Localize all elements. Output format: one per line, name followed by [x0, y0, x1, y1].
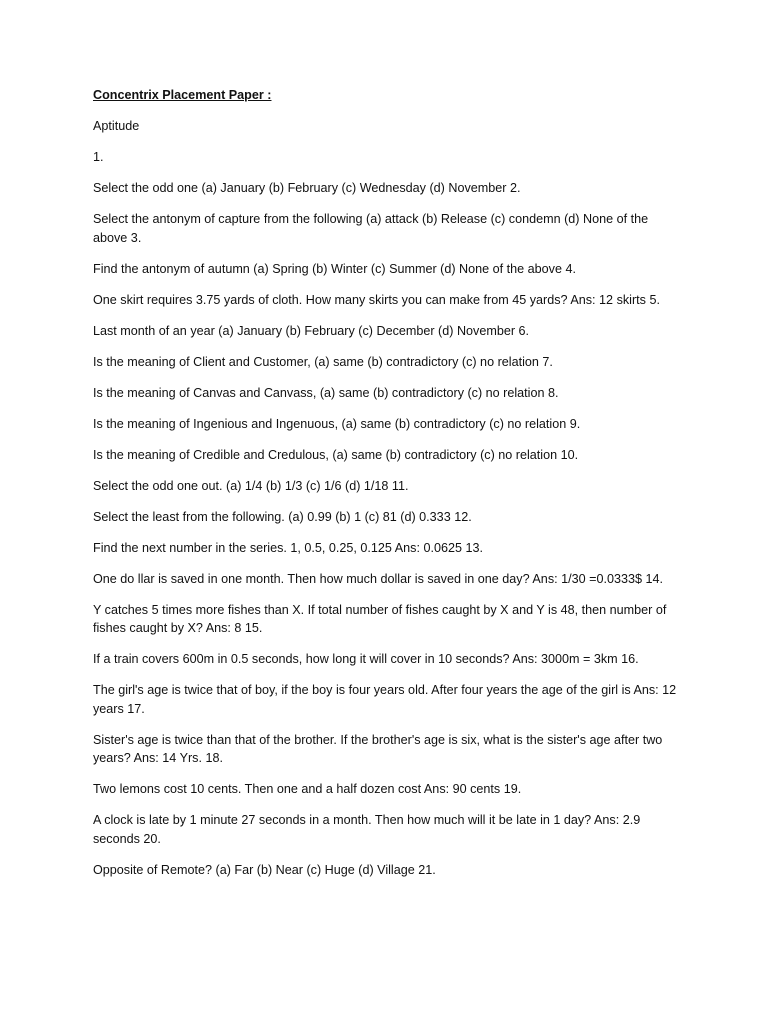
- document-body: [93, 86, 683, 892]
- question-paragraph: Find the next number in the series. 1, 0.5, 0.25, 0.125 Ans: 0.0625 13.: [93, 540, 483, 555]
- section-heading: Aptitude: [93, 119, 140, 133]
- question-paragraph: One skirt requires 3.75 yards of cloth. How many skirts you can make from 45 yards? Ans: 12 skirts 5.: [93, 292, 660, 307]
- question-paragraph: One do llar is saved in one month. Then how much dollar is saved in one day? Ans: 1/30 =0.0333$ 14.: [93, 571, 664, 586]
- question-paragraph: Find the antonym of autumn (a) Spring (b) Winter (c) Summer (d) None of the above 4.: [93, 261, 576, 276]
- question-paragraph: Is the meaning of Credible and Credulous, (a) same (b) contradictory (c) no relation 10.: [93, 447, 579, 462]
- question-paragraph: Y catches 5 times more fishes than X. If total number of fishes caught by X and Y is 48, then number of fishes caught by X? Ans: 8 15.: [93, 602, 667, 635]
- document-title: Concentrix Placement Paper :: [93, 88, 272, 102]
- question-paragraph: A clock is late by 1 minute 27 seconds in a month. Then how much will it be late in 1 day? Ans: 2.9 seconds 20.: [93, 813, 641, 846]
- question-paragraph: Select the antonym of capture from the following (a) attack (b) Release (c) condemn (d) None of the above 3.: [93, 212, 649, 245]
- question-paragraph: Last month of an year (a) January (b) February (c) December (d) November 6.: [93, 323, 530, 338]
- question-paragraph: Is the meaning of Ingenious and Ingenuous, (a) same (b) contradictory (c) no relation 9.: [93, 416, 581, 431]
- question-paragraph: Two lemons cost 10 cents. Then one and a half dozen cost Ans: 90 cents 19.: [93, 782, 522, 796]
- question-paragraph: The girl's age is twice that of boy, if the boy is four years old. After four years the age of the girl is Ans: 12 years 17.: [93, 683, 677, 716]
- question-paragraph: Is the meaning of Client and Customer, (a) same (b) contradictory (c) no relation 7.: [93, 354, 553, 369]
- question-paragraph: Sister's age is twice than that of the brother. If the brother's age is six, what is the sister's age after two years? Ans: 14 Yrs. 18.: [93, 732, 663, 765]
- question-paragraph: If a train covers 600m in 0.5 seconds, how long it will cover in 10 seconds? Ans: 3000m = 3km 16.: [93, 652, 639, 666]
- question-paragraph: Opposite of Remote? (a) Far (b) Near (c) Huge (d) Village 21.: [93, 862, 436, 877]
- question-paragraph: Select the odd one (a) January (b) February (c) Wednesday (d) November 2.: [93, 181, 521, 195]
- question-paragraph: Is the meaning of Canvas and Canvass, (a) same (b) contradictory (c) no relation 8.: [93, 385, 559, 400]
- question-paragraph: Select the odd one out. (a) 1/4 (b) 1/3 (c) 1/6 (d) 1/18 11.: [93, 478, 409, 493]
- question-paragraph: 1.: [93, 150, 104, 164]
- question-paragraph: Select the least from the following. (a) 0.99 (b) 1 (c) 81 (d) 0.333 12.: [93, 509, 472, 524]
